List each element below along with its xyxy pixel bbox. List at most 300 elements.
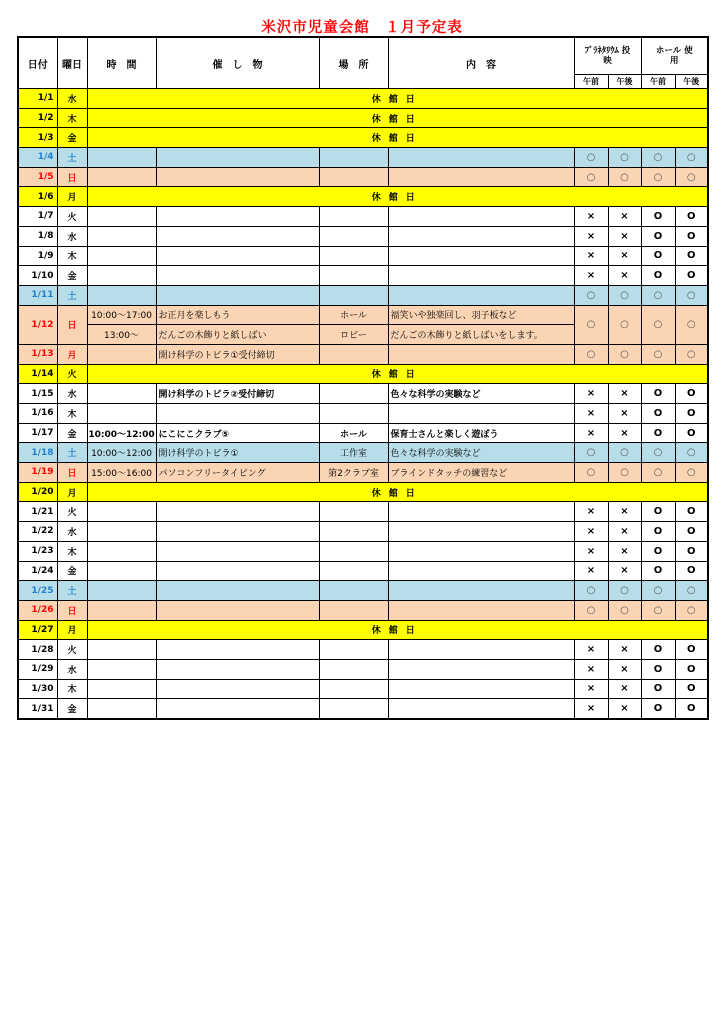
table-row xyxy=(18,581,708,601)
time-cell xyxy=(87,207,156,227)
availability-mark: O xyxy=(641,246,675,266)
availability-mark: × xyxy=(608,207,641,227)
availability-mark: ○ xyxy=(675,285,708,305)
availability-mark: ○ xyxy=(608,167,641,187)
detail-cell xyxy=(388,167,574,187)
table-row xyxy=(18,266,708,286)
table-row xyxy=(18,620,708,640)
availability-mark: ○ xyxy=(675,148,708,168)
availability-mark: × xyxy=(574,266,608,286)
table-row xyxy=(18,423,708,443)
date-cell: 1/4 xyxy=(18,148,57,168)
dow-cell: 火 xyxy=(57,502,87,522)
availability-mark: ○ xyxy=(608,600,641,620)
place-cell xyxy=(319,502,388,522)
availability-mark: ○ xyxy=(641,305,675,344)
availability-mark: × xyxy=(608,266,641,286)
availability-mark: O xyxy=(675,541,708,561)
time-cell xyxy=(87,659,156,679)
availability-mark: ○ xyxy=(675,167,708,187)
time-cell xyxy=(87,148,156,168)
availability-mark: × xyxy=(574,659,608,679)
availability-mark: O xyxy=(641,541,675,561)
dow-cell: 木 xyxy=(57,679,87,699)
availability-mark: O xyxy=(641,699,675,719)
header-planetarium-am: 午前 xyxy=(574,75,608,89)
availability-mark: × xyxy=(574,541,608,561)
time-cell xyxy=(87,502,156,522)
availability-mark: ○ xyxy=(608,344,641,364)
date-cell: 1/3 xyxy=(18,128,57,148)
place-cell xyxy=(319,167,388,187)
table-row xyxy=(18,463,708,483)
availability-mark: × xyxy=(608,404,641,424)
availability-mark: ○ xyxy=(675,600,708,620)
time-cell xyxy=(87,640,156,660)
availability-mark: × xyxy=(574,561,608,581)
availability-mark: O xyxy=(675,423,708,443)
detail-cell: ブラインドタッチの練習など xyxy=(388,463,574,483)
time-cell: 10:00～12:00 xyxy=(87,443,156,463)
availability-mark: × xyxy=(608,423,641,443)
availability-mark: ○ xyxy=(574,463,608,483)
availability-mark: O xyxy=(675,561,708,581)
table-row xyxy=(18,148,708,168)
availability-mark: O xyxy=(675,226,708,246)
availability-mark: × xyxy=(574,679,608,699)
availability-mark: ○ xyxy=(675,443,708,463)
availability-mark: O xyxy=(641,522,675,542)
date-cell: 1/23 xyxy=(18,541,57,561)
closed-label: 休館日 xyxy=(87,128,708,148)
availability-mark: ○ xyxy=(574,167,608,187)
detail-cell: 色々な科学の実験など xyxy=(388,384,574,404)
date-cell: 1/16 xyxy=(18,404,57,424)
detail-cell xyxy=(388,344,574,364)
time-cell xyxy=(87,344,156,364)
header-place: 場 所 xyxy=(319,37,388,89)
availability-mark: ○ xyxy=(574,600,608,620)
place-cell xyxy=(319,581,388,601)
availability-mark: ○ xyxy=(608,305,641,344)
header-time: 時 間 xyxy=(87,37,156,89)
dow-cell: 月 xyxy=(57,482,87,502)
availability-mark: ○ xyxy=(641,167,675,187)
availability-mark: O xyxy=(641,561,675,581)
detail-cell xyxy=(388,502,574,522)
table-row xyxy=(18,502,708,522)
availability-mark: O xyxy=(675,699,708,719)
dow-cell: 日 xyxy=(57,463,87,483)
date-cell: 1/24 xyxy=(18,561,57,581)
event-cell xyxy=(156,404,319,424)
date-cell: 1/9 xyxy=(18,246,57,266)
table-row xyxy=(18,128,708,148)
availability-mark: ○ xyxy=(608,285,641,305)
availability-mark: ○ xyxy=(574,344,608,364)
date-cell: 1/17 xyxy=(18,423,57,443)
table-row xyxy=(18,659,708,679)
time-cell: 10:00～17:00 xyxy=(87,305,156,325)
event-cell: だんごの木飾りと紙しばい xyxy=(156,325,319,345)
event-cell xyxy=(156,246,319,266)
table-row xyxy=(18,344,708,364)
event-cell xyxy=(156,266,319,286)
availability-mark: ○ xyxy=(608,581,641,601)
availability-mark: × xyxy=(574,423,608,443)
date-cell: 1/29 xyxy=(18,659,57,679)
date-cell: 1/1 xyxy=(18,89,57,109)
table-header xyxy=(18,37,708,89)
event-cell xyxy=(156,167,319,187)
dow-cell: 土 xyxy=(57,581,87,601)
availability-mark: O xyxy=(675,640,708,660)
table-row xyxy=(18,108,708,128)
availability-mark: ○ xyxy=(641,285,675,305)
availability-mark: ○ xyxy=(675,305,708,344)
time-cell xyxy=(87,285,156,305)
place-cell xyxy=(319,207,388,227)
availability-mark: O xyxy=(675,246,708,266)
place-cell: ロビー xyxy=(319,325,388,345)
availability-mark: × xyxy=(574,404,608,424)
event-cell xyxy=(156,659,319,679)
place-cell: ホール xyxy=(319,305,388,325)
availability-mark: O xyxy=(641,640,675,660)
availability-mark: ○ xyxy=(641,344,675,364)
dow-cell: 木 xyxy=(57,541,87,561)
availability-mark: × xyxy=(608,384,641,404)
date-cell: 1/13 xyxy=(18,344,57,364)
availability-mark: × xyxy=(608,226,641,246)
availability-mark: × xyxy=(574,207,608,227)
date-cell: 1/2 xyxy=(18,108,57,128)
closed-label: 休館日 xyxy=(87,620,708,640)
time-cell: 15:00～16:00 xyxy=(87,463,156,483)
place-cell xyxy=(319,640,388,660)
availability-mark: ○ xyxy=(675,463,708,483)
date-cell: 1/31 xyxy=(18,699,57,719)
dow-cell: 土 xyxy=(57,285,87,305)
availability-mark: ○ xyxy=(574,148,608,168)
table-row xyxy=(18,384,708,404)
date-cell: 1/5 xyxy=(18,167,57,187)
time-cell xyxy=(87,226,156,246)
availability-mark: × xyxy=(574,226,608,246)
availability-mark: ○ xyxy=(608,443,641,463)
availability-mark: O xyxy=(641,266,675,286)
header-hall-label: ホール 使用 xyxy=(655,46,693,66)
time-cell xyxy=(87,699,156,719)
table-body xyxy=(18,89,708,720)
dow-cell: 木 xyxy=(57,246,87,266)
closed-label: 休館日 xyxy=(87,482,708,502)
table-row xyxy=(18,541,708,561)
place-cell xyxy=(319,541,388,561)
time-cell xyxy=(87,246,156,266)
place-cell xyxy=(319,285,388,305)
event-cell xyxy=(156,640,319,660)
detail-cell: だんごの木飾りと紙しばいをします。 xyxy=(388,325,574,345)
event-cell xyxy=(156,148,319,168)
availability-mark: × xyxy=(608,679,641,699)
event-cell xyxy=(156,226,319,246)
availability-mark: O xyxy=(641,423,675,443)
closed-label: 休館日 xyxy=(87,89,708,109)
date-cell: 1/22 xyxy=(18,522,57,542)
table-row xyxy=(18,482,708,502)
place-cell xyxy=(319,522,388,542)
dow-cell: 火 xyxy=(57,640,87,660)
availability-mark: O xyxy=(675,207,708,227)
table-row xyxy=(18,699,708,719)
availability-mark: O xyxy=(641,226,675,246)
availability-mark: ○ xyxy=(641,600,675,620)
detail-cell xyxy=(388,148,574,168)
dow-cell: 水 xyxy=(57,659,87,679)
event-cell xyxy=(156,699,319,719)
date-cell: 1/28 xyxy=(18,640,57,660)
place-cell xyxy=(319,226,388,246)
detail-cell xyxy=(388,522,574,542)
availability-mark: ○ xyxy=(574,443,608,463)
dow-cell: 金 xyxy=(57,561,87,581)
detail-cell xyxy=(388,207,574,227)
table-row xyxy=(18,246,708,266)
table-row xyxy=(18,679,708,699)
availability-mark: O xyxy=(675,659,708,679)
date-cell: 1/26 xyxy=(18,600,57,620)
availability-mark: O xyxy=(641,384,675,404)
detail-cell xyxy=(388,679,574,699)
availability-mark: ○ xyxy=(675,344,708,364)
place-cell: ホール xyxy=(319,423,388,443)
date-cell: 1/19 xyxy=(18,463,57,483)
dow-cell: 水 xyxy=(57,226,87,246)
availability-mark: O xyxy=(641,404,675,424)
date-cell: 1/30 xyxy=(18,679,57,699)
availability-mark: × xyxy=(574,502,608,522)
event-cell: 開け科学のトビラ②受付締切 xyxy=(156,384,319,404)
date-cell: 1/12 xyxy=(18,305,57,344)
event-cell: 開け科学のトビラ① xyxy=(156,443,319,463)
dow-cell: 月 xyxy=(57,344,87,364)
table-row xyxy=(18,187,708,207)
dow-cell: 木 xyxy=(57,108,87,128)
detail-cell: 福笑いや独楽回し、羽子板など xyxy=(388,305,574,325)
availability-mark: × xyxy=(608,699,641,719)
availability-mark: × xyxy=(608,541,641,561)
schedule-table xyxy=(17,36,709,720)
availability-mark: ○ xyxy=(675,581,708,601)
availability-mark: ○ xyxy=(608,463,641,483)
header-planetarium-label: ﾌﾟﾗﾈﾀﾘｳﾑ 投映 xyxy=(584,46,631,66)
dow-cell: 日 xyxy=(57,167,87,187)
dow-cell: 金 xyxy=(57,266,87,286)
availability-mark: ○ xyxy=(641,148,675,168)
availability-mark: × xyxy=(608,502,641,522)
availability-mark: O xyxy=(675,679,708,699)
event-cell: パソコンフリータイピング xyxy=(156,463,319,483)
dow-cell: 水 xyxy=(57,384,87,404)
detail-cell xyxy=(388,404,574,424)
availability-mark: × xyxy=(574,384,608,404)
place-cell xyxy=(319,699,388,719)
date-cell: 1/18 xyxy=(18,443,57,463)
time-cell xyxy=(87,561,156,581)
header-date: 日付 xyxy=(18,37,57,89)
availability-mark: O xyxy=(675,266,708,286)
header-detail: 内 容 xyxy=(388,37,574,89)
time-cell xyxy=(87,266,156,286)
dow-cell: 木 xyxy=(57,404,87,424)
availability-mark: × xyxy=(574,699,608,719)
detail-cell xyxy=(388,561,574,581)
detail-cell xyxy=(388,246,574,266)
dow-cell: 火 xyxy=(57,207,87,227)
date-cell: 1/25 xyxy=(18,581,57,601)
availability-mark: ○ xyxy=(641,581,675,601)
header-planetarium xyxy=(574,37,641,75)
closed-label: 休館日 xyxy=(87,364,708,384)
detail-cell xyxy=(388,640,574,660)
date-cell: 1/6 xyxy=(18,187,57,207)
dow-cell: 金 xyxy=(57,423,87,443)
date-cell: 1/21 xyxy=(18,502,57,522)
event-cell xyxy=(156,207,319,227)
availability-mark: × xyxy=(608,246,641,266)
detail-cell xyxy=(388,600,574,620)
detail-cell xyxy=(388,659,574,679)
header-planetarium-pm: 午後 xyxy=(608,75,641,89)
time-cell xyxy=(87,679,156,699)
availability-mark: × xyxy=(608,640,641,660)
dow-cell: 日 xyxy=(57,305,87,344)
place-cell xyxy=(319,148,388,168)
event-cell xyxy=(156,502,319,522)
table-row xyxy=(18,167,708,187)
dow-cell: 月 xyxy=(57,187,87,207)
availability-mark: O xyxy=(675,522,708,542)
table-row xyxy=(18,443,708,463)
availability-mark: O xyxy=(675,384,708,404)
table-row xyxy=(18,285,708,305)
closed-label: 休館日 xyxy=(87,187,708,207)
time-cell xyxy=(87,167,156,187)
date-cell: 1/14 xyxy=(18,364,57,384)
availability-mark: O xyxy=(641,659,675,679)
header-dow: 曜日 xyxy=(57,37,87,89)
time-cell: 13:00～ xyxy=(87,325,156,345)
dow-cell: 水 xyxy=(57,522,87,542)
event-cell xyxy=(156,541,319,561)
detail-cell xyxy=(388,581,574,601)
availability-mark: O xyxy=(675,404,708,424)
place-cell xyxy=(319,679,388,699)
table-row xyxy=(18,561,708,581)
date-cell: 1/20 xyxy=(18,482,57,502)
detail-cell: 保育士さんと楽しく遊ぼう xyxy=(388,423,574,443)
date-cell: 1/10 xyxy=(18,266,57,286)
header-hall xyxy=(641,37,708,75)
place-cell: 第2クラブ室 xyxy=(319,463,388,483)
dow-cell: 火 xyxy=(57,364,87,384)
event-cell xyxy=(156,679,319,699)
table-row xyxy=(18,640,708,660)
availability-mark: O xyxy=(641,502,675,522)
dow-cell: 金 xyxy=(57,128,87,148)
availability-mark: O xyxy=(641,679,675,699)
availability-mark: ○ xyxy=(574,305,608,344)
event-cell xyxy=(156,600,319,620)
time-cell xyxy=(87,522,156,542)
place-cell xyxy=(319,600,388,620)
place-cell xyxy=(319,246,388,266)
availability-mark: × xyxy=(574,522,608,542)
dow-cell: 土 xyxy=(57,443,87,463)
event-cell xyxy=(156,561,319,581)
event-cell: にこにこクラブ⑤ xyxy=(156,423,319,443)
availability-mark: × xyxy=(608,561,641,581)
time-cell xyxy=(87,541,156,561)
detail-cell xyxy=(388,266,574,286)
availability-mark: ○ xyxy=(574,581,608,601)
table-row xyxy=(18,305,708,325)
dow-cell: 月 xyxy=(57,620,87,640)
detail-cell xyxy=(388,285,574,305)
dow-cell: 日 xyxy=(57,600,87,620)
date-cell: 1/15 xyxy=(18,384,57,404)
table-row xyxy=(18,364,708,384)
header-hall-pm: 午後 xyxy=(675,75,708,89)
place-cell xyxy=(319,266,388,286)
place-cell xyxy=(319,659,388,679)
availability-mark: × xyxy=(608,522,641,542)
event-cell xyxy=(156,581,319,601)
closed-label: 休館日 xyxy=(87,108,708,128)
table-row xyxy=(18,600,708,620)
date-cell: 1/27 xyxy=(18,620,57,640)
table-row xyxy=(18,522,708,542)
place-cell xyxy=(319,344,388,364)
header-hall-am: 午前 xyxy=(641,75,675,89)
place-cell: 工作室 xyxy=(319,443,388,463)
availability-mark: × xyxy=(608,659,641,679)
date-cell: 1/8 xyxy=(18,226,57,246)
date-cell: 1/7 xyxy=(18,207,57,227)
availability-mark: × xyxy=(574,640,608,660)
table-row xyxy=(18,404,708,424)
time-cell xyxy=(87,581,156,601)
detail-cell xyxy=(388,699,574,719)
place-cell xyxy=(319,384,388,404)
availability-mark: ○ xyxy=(641,443,675,463)
time-cell xyxy=(87,404,156,424)
event-cell xyxy=(156,285,319,305)
detail-cell: 色々な科学の実験など xyxy=(388,443,574,463)
detail-cell xyxy=(388,226,574,246)
table-row xyxy=(18,226,708,246)
availability-mark: O xyxy=(641,207,675,227)
event-cell: 開け科学のトビラ①受付締切 xyxy=(156,344,319,364)
date-cell: 1/11 xyxy=(18,285,57,305)
table-row xyxy=(18,89,708,109)
place-cell xyxy=(319,404,388,424)
time-cell xyxy=(87,600,156,620)
table-row xyxy=(18,207,708,227)
detail-cell xyxy=(388,541,574,561)
header-event: 催 し 物 xyxy=(156,37,319,89)
